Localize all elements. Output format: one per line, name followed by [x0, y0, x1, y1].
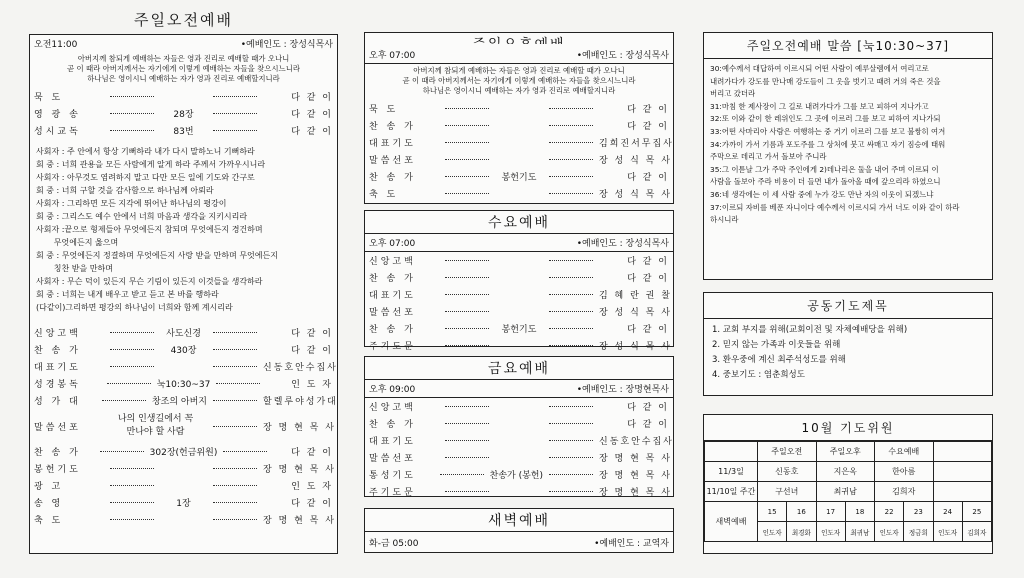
corner-cell: [705, 442, 758, 462]
row-label: 송 영: [34, 499, 64, 509]
afternoon-order: [365, 100, 673, 202]
row-label: 찬 송 가: [369, 325, 416, 335]
leader-dots: [445, 142, 489, 143]
dawn-leader-name: 최경화: [787, 522, 816, 542]
worship-order-row: [30, 105, 337, 122]
leader-dots: [549, 440, 593, 441]
worship-order-row: [30, 88, 337, 105]
committee-header: 주일오후: [816, 442, 875, 462]
row-label: 대표기도: [369, 291, 416, 301]
row-label: 주기도문: [369, 488, 416, 498]
row-label: 묵 도: [369, 105, 399, 115]
worship-order-row: [30, 358, 337, 375]
row-right: 장 성 식 목 사: [599, 156, 672, 166]
row-right: 다 같 이: [627, 403, 669, 413]
litany-line: 회 중 : 너희는 내게 배우고 받고 듣고 본 바를 행하라: [36, 290, 219, 299]
leader-dots: [110, 130, 154, 131]
litany-line: 사회자 : 주 안에서 항상 기뻐하라 내가 다시 말하노니 기뻐하라: [36, 147, 255, 156]
dawn-leader-name: 인도자: [758, 522, 787, 542]
litany-line: 무엇에든지 옳으며: [36, 238, 119, 247]
scripture-line: 31:마침 한 제사장이 그 길로 내려가다가 그를 보고 피하여 지나가고: [710, 101, 929, 111]
committee-name: 한아름: [875, 462, 934, 482]
scripture-line: 하시니라: [710, 215, 739, 225]
dawn-leader-name: 인도자: [875, 522, 904, 542]
worship-order-row: [365, 151, 673, 168]
service-time: 오후 09:00: [369, 385, 416, 395]
afternoon-meta: [365, 46, 673, 64]
row-label: 축 도: [369, 190, 399, 200]
sermon-row: [30, 409, 337, 443]
leader-dots: [549, 311, 593, 312]
afternoon-service-panel: [364, 44, 674, 204]
leader-dots: [445, 406, 489, 407]
worship-order-row: [365, 269, 673, 286]
leader-dots: [549, 345, 593, 346]
committee-name: 김희자: [875, 482, 934, 502]
leader-dots: [213, 426, 257, 427]
leader-dots: [213, 502, 257, 503]
service-time: 화-금 05:00: [369, 539, 419, 549]
prayer-topic-item: 2. 믿지 않는 가족과 이웃들을 위해: [712, 340, 841, 350]
leader-dots: [216, 383, 260, 384]
committee-header: 수요예배: [875, 442, 934, 462]
row-label: 성경봉독: [34, 380, 81, 390]
verse-line: 하나님은 영이시니 예배하는 자가 영과 진리로 예배할지니라: [422, 86, 616, 95]
service-leader: •예배인도 : 장명현목사: [576, 385, 669, 395]
row-right: 다 같 이: [627, 274, 669, 284]
worship-order-row: [30, 375, 337, 392]
worship-order-row: [365, 449, 673, 466]
order-of-worship-part2: [30, 324, 337, 409]
row-right: 다 같 이: [627, 325, 669, 335]
prayer-topics-list: [704, 319, 992, 387]
leader-dots: [213, 113, 257, 114]
leader-dots: [445, 159, 489, 160]
responsive-reading: [30, 145, 337, 314]
row-label: 주기도문: [369, 342, 416, 352]
committee-name: 신동호: [758, 462, 817, 482]
row-right: 김 혜 란 권 찰: [599, 291, 672, 301]
row-right: 장 명 현 목 사: [599, 471, 672, 481]
row-right: 김희진서무집사: [599, 139, 674, 149]
row-label: 대표기도: [369, 139, 416, 149]
service-time: 오후 07:00: [369, 239, 416, 249]
prayer-topic-item: 1. 교회 부지를 위해(교회이전 및 자체예배당을 위해): [712, 325, 908, 335]
row-label: 말씀선포: [369, 156, 416, 166]
dawn-leader-name: 정금희: [904, 522, 933, 542]
friday-service-panel: [364, 379, 674, 497]
wednesday-service-panel: [364, 233, 674, 352]
litany-line: 회 중 : 너희 관용을 모든 사람에게 알게 하라 주께서 가까우시니라: [36, 160, 266, 169]
dawn-day: 22: [875, 502, 904, 522]
litany-line: 회 중 : 그리스도 예수 안에서 너희 마음과 생각을 지키시리라: [36, 212, 248, 221]
dawn-leader-name: 인도자: [816, 522, 845, 542]
row-label: 말씀선포: [369, 308, 416, 318]
dawn-service-panel: [364, 531, 674, 553]
verse-line: 곧 이 때라 아버지께서는 자기에게 이렇게 예배하는 자들을 찾으시느니라: [402, 76, 636, 85]
blank-cell: [933, 482, 992, 502]
leader-dots: [445, 345, 489, 346]
blank-cell: [933, 442, 992, 462]
leader-dots: [213, 96, 257, 97]
service-time: 오후 07:00: [369, 51, 416, 61]
dawn-meta: [365, 532, 673, 551]
worship-order-row: [365, 415, 673, 432]
committee-header-row: [705, 442, 992, 462]
prayer-topics-title: 공동기도제목: [704, 293, 992, 319]
leader-dots: [549, 406, 593, 407]
committee-name: 구선녀: [758, 482, 817, 502]
leader-dots: [102, 400, 146, 401]
worship-order-row: [365, 432, 673, 449]
scripture-line: 버리고 갔더라: [710, 89, 756, 99]
row-label: 신앙고백: [369, 257, 416, 267]
row-detail: 430장: [170, 346, 197, 356]
row-label: 신앙고백: [34, 329, 81, 339]
worship-order-row: [365, 483, 673, 500]
service-leader: •예배인도 : 장성식목사: [240, 40, 333, 50]
worship-order-row: [365, 320, 673, 337]
worship-order-row: [30, 341, 337, 358]
leader-dots: [549, 142, 593, 143]
row-right: 다 같 이: [627, 420, 669, 430]
scripture-line: 내려가다가 강도를 만나매 강도들이 그 옷을 벗기고 때려 거의 죽은 것을: [710, 76, 941, 86]
row-detail: 봉헌기도: [501, 173, 537, 183]
dawn-leader-name: 최귀남: [845, 522, 874, 542]
scripture-line: 32:또 이와 같이 한 레위인도 그 곳에 이르러 그를 보고 피하여 지나가되: [710, 114, 941, 124]
dawn-day: 15: [758, 502, 787, 522]
morning-service-title: 주일오전예배: [134, 11, 233, 29]
worship-order-row: [365, 134, 673, 151]
wednesday-meta: [365, 234, 673, 252]
row-detail: 1장: [176, 499, 191, 509]
worship-order-row: [30, 477, 337, 494]
row-right: 다 같 이: [627, 122, 669, 132]
invocation-verse: [365, 64, 673, 100]
morning-service-panel: [29, 34, 338, 554]
friday-meta: [365, 380, 673, 398]
row-right: 장 성 식 목 사: [599, 342, 672, 352]
leader-dots: [213, 468, 257, 469]
verse-line: 아버지께 참되게 예배하는 자들은 영과 진리로 예배할 때가 오나니: [77, 54, 290, 63]
leader-dots: [213, 332, 257, 333]
worship-order-row: [30, 392, 337, 409]
leader-dots: [549, 159, 593, 160]
verse-line: 곧 이 때라 아버지께서는 자기에게 이렇게 예배하는 자들을 찾으시느니라: [67, 64, 300, 73]
scripture-line: 사람을 돌보아 주라 비용이 더 들면 내가 돌아올 때에 갚으리라 하였으니: [710, 177, 941, 187]
worship-order-row: [365, 286, 673, 303]
leader-dots: [549, 260, 593, 261]
row-right: 다 같 이: [627, 105, 669, 115]
row-label: 찬 송 가: [34, 346, 81, 356]
dawn-day: 17: [816, 502, 845, 522]
row-label: 통성기도: [369, 471, 416, 481]
committee-row: [705, 462, 992, 482]
leader-dots: [445, 277, 489, 278]
litany-line: 회 중 : 무엇에든지 정결하며 무엇에든지 사랑 받을 만하며 무엇에든지: [36, 251, 278, 260]
leader-dots: [445, 457, 489, 458]
worship-order-row: [365, 185, 673, 202]
row-label: 찬 송 가: [369, 173, 416, 183]
litany-line: (다같이)그리하면 평강의 하나님이 너희와 함께 계시리라: [36, 303, 233, 312]
row-label: 성 가 대: [34, 397, 81, 407]
row-label: 말씀선포: [369, 454, 416, 464]
prayer-topic-item: 4. 중보기도 : 염춘희성도: [712, 370, 805, 380]
row-right: 다 같 이: [627, 257, 669, 267]
prayer-committee-title: 10월 기도위원: [704, 415, 992, 441]
row-label: 영 광 송: [34, 110, 81, 120]
row-label: 광 고: [34, 482, 64, 492]
leader-dots: [213, 485, 257, 486]
worship-order-row: [30, 494, 337, 511]
prayer-committee-panel: [703, 414, 993, 554]
leader-dots: [445, 125, 489, 126]
row-label: 찬 송 가: [34, 448, 81, 458]
leader-dots: [445, 294, 489, 295]
row-right: 다 같 이: [291, 346, 333, 356]
leader-dots: [549, 423, 593, 424]
service-leader: •예배인도 : 장성식목사: [576, 239, 669, 249]
leader-dots: [110, 519, 154, 520]
litany-line: 사회자 : 무슨 덕이 있든지 무슨 기림이 있든지 이것들을 생각하라: [36, 277, 263, 286]
worship-order-row: [365, 117, 673, 134]
dawn-day: 16: [787, 502, 816, 522]
leader-dots: [110, 366, 154, 367]
leader-dots: [110, 485, 154, 486]
worship-order-row: [30, 443, 337, 460]
dawn-days-row: [705, 502, 992, 522]
scripture-line: 37:이르되 자비를 베푼 자니이다 예수께서 이르시되 가서 너도 이와 같이 하라: [710, 202, 960, 212]
blank-cell: [933, 462, 992, 482]
worship-order-row: [365, 337, 673, 354]
row-right: 다 같 이: [291, 329, 333, 339]
row-right: 장 명 현 목 사: [599, 454, 672, 464]
row-detail: 찬송가 (봉헌): [489, 471, 543, 481]
leader-dots: [110, 113, 154, 114]
dawn-day: 18: [845, 502, 874, 522]
worship-order-row: [365, 168, 673, 185]
litany-line: 사회자 :끝으로 형제들아 무엇에든지 참되며 무엇에든지 경건하며: [36, 225, 263, 234]
row-label: 봉헌기도: [34, 465, 81, 475]
scripture-line: 주막으로 데리고 가서 돌보아 주니라: [710, 152, 827, 162]
committee-row: [705, 482, 992, 502]
worship-order-row: [30, 324, 337, 341]
row-detail: 창조의 아버지: [151, 397, 207, 407]
row-label: 찬 송 가: [369, 274, 416, 284]
row-label: 성시교독: [34, 127, 81, 137]
leader-dots: [549, 108, 593, 109]
prayer-topics-panel: [703, 292, 993, 396]
row-right: 장 명 현 목 사: [263, 516, 336, 526]
worship-order-row: [365, 303, 673, 320]
row-right: 장 성 식 목 사: [599, 308, 672, 318]
leader-dots: [549, 193, 593, 194]
scripture-line: 34:가까이 가서 기름과 포도주를 그 상처에 붓고 싸매고 자기 짐승에 태워: [710, 139, 946, 149]
litany-line: 사회자 : 아무것도 염려하지 말고 다만 모든 일에 기도와 간구로: [36, 173, 255, 182]
row-detail: 봉헌기도: [501, 325, 537, 335]
service-leader: •예배인도 : 교역자: [594, 539, 669, 549]
worship-order-row: [365, 398, 673, 415]
wednesday-order: [365, 252, 673, 354]
leader-dots: [110, 468, 154, 469]
sermon-title-line1: 나의 인생길에서 꼭: [117, 414, 194, 424]
dawn-leader-name: 인도자: [933, 522, 962, 542]
leader-dots: [549, 491, 593, 492]
litany-line: 사회자 : 그리하면 모든 지각에 뛰어난 하나님의 평강이: [36, 199, 227, 208]
worship-order-row: [365, 466, 673, 483]
leader-dots: [213, 130, 257, 131]
row-right: 신동호안수집사: [263, 363, 338, 373]
leader-dots: [213, 366, 257, 367]
leader-dots: [445, 108, 489, 109]
committee-date: 11/10일 주간: [705, 482, 758, 502]
leader-dots: [213, 519, 257, 520]
row-label: 찬 송 가: [369, 122, 416, 132]
scripture-line: 30:예수께서 대답하여 이르시되 어떤 사람이 예루살렘에서 여리고로: [710, 64, 929, 73]
order-of-worship-part1: [30, 88, 337, 139]
litany-line: 칭찬 받을 만하며: [36, 264, 113, 273]
row-label: 대표기도: [34, 363, 81, 373]
leader-dots: [549, 176, 593, 177]
row-right: 할렐루야성가대: [263, 397, 338, 407]
row-right: 인 도 자: [291, 482, 333, 492]
leader-dots: [100, 451, 144, 452]
row-right: 장 성 식 목 사: [599, 190, 672, 200]
worship-order-row: [365, 252, 673, 269]
row-right: 다 같 이: [291, 499, 333, 509]
worship-order-row: [30, 122, 337, 139]
leader-dots: [223, 451, 267, 452]
sermon-scripture-text: [704, 59, 992, 231]
wednesday-service-title: 수요예배: [364, 210, 674, 236]
dawn-day: 24: [933, 502, 962, 522]
row-detail: 83번: [173, 127, 194, 137]
leader-dots: [549, 328, 593, 329]
committee-header: 주일오전: [758, 442, 817, 462]
verse-line: 하나님은 영이시니 예배하는 자가 영과 진리로 예배할지니라: [87, 74, 280, 83]
invocation-verse: [30, 52, 337, 88]
row-right: 다 같 이: [291, 448, 333, 458]
committee-name: 최귀남: [816, 482, 875, 502]
scripture-line: 33:어떤 사마리아 사람은 여행하는 중 거기 이르러 그를 보고 불쌍히 여겨: [710, 126, 946, 136]
dawn-service-title: 새벽예배: [364, 508, 674, 534]
committee-name: 지은옥: [816, 462, 875, 482]
row-label: 축 도: [34, 516, 64, 526]
worship-order-row: [30, 511, 337, 528]
leader-dots: [445, 423, 489, 424]
leader-dots: [440, 474, 484, 475]
leader-dots: [549, 474, 593, 475]
leader-dots: [549, 125, 593, 126]
row-detail: 눅10:30~37: [156, 380, 211, 390]
dawn-label: 새벽예배: [705, 502, 758, 542]
leader-dots: [445, 491, 489, 492]
service-leader: •예배인도 : 장성식목사: [576, 51, 669, 61]
leader-dots: [445, 260, 489, 261]
sermon-title: [104, 413, 207, 439]
scripture-line: 36:네 생각에는 이 세 사람 중에 누가 강도 만난 자의 이웃이 되겠느냐: [710, 189, 934, 199]
sermon-scripture-title: 주일오전예배 말씀 [눅10:30~37]: [704, 33, 992, 59]
row-label: 말씀선포: [34, 422, 81, 433]
row-right: 장 명 현 목 사: [263, 465, 336, 475]
dawn-leader-name: 김희자: [962, 522, 991, 542]
row-right: 다 같 이: [291, 110, 333, 120]
leader-dots: [549, 457, 593, 458]
sermon-scripture-panel: [703, 32, 993, 280]
prayer-committee-table: [704, 441, 992, 542]
prayer-topic-item: 3. 환우중에 계신 최주석성도를 위해: [712, 355, 846, 365]
verse-line: 아버지께 참되게 예배하는 자들은 영과 진리로 예배할 때가 오나니: [413, 66, 625, 75]
morning-service-meta: [30, 35, 337, 52]
leader-dots: [445, 328, 489, 329]
row-label: 묵 도: [34, 93, 64, 103]
leader-dots: [213, 349, 257, 350]
row-right: 다 같 이: [291, 93, 333, 103]
leader-dots: [445, 176, 489, 177]
row-detail: 사도신경: [166, 329, 201, 339]
leader-dots: [110, 332, 154, 333]
leader-dots: [107, 383, 151, 384]
dawn-day: 25: [962, 502, 991, 522]
litany-line: 회 중 : 너희 구할 것을 감사함으로 하나님께 아뢰라: [36, 186, 214, 195]
leader-dots: [213, 400, 257, 401]
sermon-title-line2: 만나야 할 사람: [126, 427, 185, 437]
row-label: 신앙고백: [369, 403, 416, 413]
friday-service-title: 금요예배: [364, 356, 674, 382]
worship-order-row: [365, 100, 673, 117]
scripture-line: 35:그 이튿날 그가 주막 주인에게 2)데나리온 둘을 내어 주며 이르되 이: [710, 164, 939, 174]
order-of-worship-part3: [30, 443, 337, 528]
leader-dots: [110, 96, 154, 97]
leader-dots: [445, 193, 489, 194]
row-label: 찬 송 가: [369, 420, 416, 430]
leader-dots: [110, 349, 154, 350]
leader-dots: [549, 277, 593, 278]
row-detail: 28장: [173, 110, 194, 120]
friday-order: [365, 398, 673, 500]
row-detail: 302장(헌금위원): [149, 448, 218, 458]
row-label: 대표기도: [369, 437, 416, 447]
leader-dots: [445, 311, 489, 312]
worship-order-row: [30, 460, 337, 477]
leader-dots: [549, 294, 593, 295]
row-right: 다 같 이: [627, 173, 669, 183]
leader-dots: [445, 440, 489, 441]
row-right: 다 같 이: [291, 127, 333, 137]
row-right: 장 명 현 목 사: [599, 488, 672, 498]
committee-date: 11/3일: [705, 462, 758, 482]
row-right: 장 명 현 목 사: [263, 422, 336, 433]
leader-dots: [110, 502, 154, 503]
row-right: 신동호안수집사: [599, 437, 674, 447]
service-time: 오전11:00: [34, 40, 78, 50]
dawn-day: 23: [904, 502, 933, 522]
row-right: 인 도 자: [291, 380, 333, 390]
